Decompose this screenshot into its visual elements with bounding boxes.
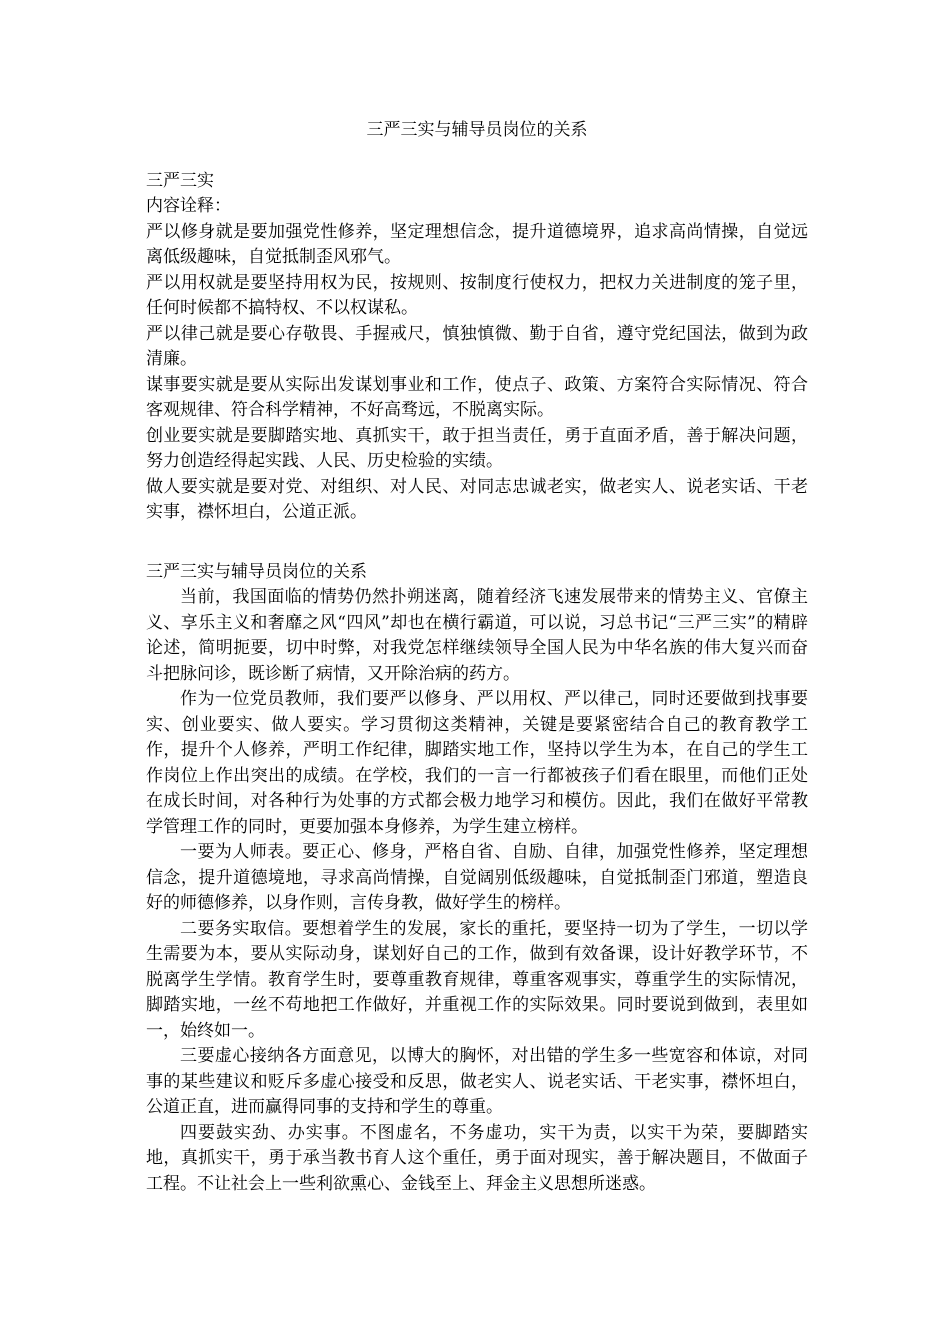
section-subheading-interpretation: 内容诠释： [146, 196, 231, 216]
spacer [146, 526, 808, 560]
section-heading-sanyan-sanshi: 三严三实 [146, 170, 214, 191]
interpretation-item: 严以律己就是要心存敬畏、手握戒尺，慎独慎微、勤于自省，遵守党纪国法，做到为政清廉。 [146, 323, 808, 369]
body-paragraph: 三要虚心接纳各方面意见，以博大的胸怀，对出错的学生多一些宽容和体谅，对同事的某些建议和贬斥多虚心接受和反思，做老实人、说老实话、干老实事，襟怀坦白，公道正直，进而赢得同事的支持和学生的尊重。 [146, 1046, 808, 1117]
interpretation-item: 严以修身就是要加强党性修养，坚定理想信念，提升道德境界，追求高尚情操，自觉远离低级趣味，自觉抵制歪风邪气。 [146, 221, 808, 267]
section-heading-relationship: 三严三实与辅导员岗位的关系 [146, 561, 367, 582]
document-title: 三严三实与辅导员岗位的关系 [366, 120, 588, 140]
body-paragraph: 四要鼓实劲、办实事。不图虚名，不务虚功，实干为责，以实干为荣，要脚踏实地，真抓实干，勇于承当教书育人这个重任，勇于面对现实，善于解决题目，不做面子工程。不让社会上一些利欲熏心、金钱至上、拜金主义思想所迷惑。 [146, 1122, 808, 1194]
interpretation-item: 谋事要实就是要从实际出发谋划事业和工作，使点子、政策、方案符合实际情况、符合客观规律、符合科学精神，不好高骛远，不脱离实际。 [146, 374, 808, 420]
spacer [146, 144, 808, 169]
body-paragraph: 当前，我国面临的情势仍然扑朔迷离，随着经济飞速发展带来的情势主义、官僚主义、享乐主义和奢靡之风“四风”却也在横行霸道，可以说，习总书记“三严三实”的精辟论述，简明扼要，切中时弊，对我党怎样继续领导全国人民为中华名族的伟大复兴而奋斗把脉问诊，既诊断了病情，又开除治病的药方。 [146, 587, 808, 684]
interpretation-item: 严以用权就是要坚持用权为民，按规则、按制度行使权力，把权力关进制度的笼子里，任何时候都不搞特权、不以权谋私。 [146, 272, 808, 318]
body-paragraph: 二要务实取信。要想着学生的发展，家长的重托，要坚持一切为了学生，一切以学生需要为本，要从实际动身，谋划好自己的工作，做到有效备课，设计好教学环节，不脱离学生学情。教育学生时，要尊重教育规律，尊重客观事实，尊重学生的实际情况，脚踏实地，一丝不苟地把工作做好，并重视工作的实际效果。同时要说到做到，表里如一，始终如一。 [146, 918, 808, 1041]
interpretation-item: 创业要实就是要脚踏实地、真抓实干，敢于担当责任，勇于直面矛盾，善于解决问题，努力创造经得起实践、人民、历史检验的实绩。 [146, 425, 808, 471]
body-paragraph: 一要为人师表。要正心、修身，严格自省、自励、自律，加强党性修养，坚定理想信念，提升道德境地，寻求高尚情操，自觉阔别低级趣味，自觉抵制歪门邪道，塑造良好的师德修养，以身作则，言传身教，做好学生的榜样。 [146, 842, 808, 913]
interpretation-item: 做人要实就是要对党、对组织、对人民、对同志忠诚老实，做老实人、说老实话、干老实事，襟怀坦白，公道正派。 [146, 476, 808, 522]
document-body [146, 118, 808, 1197]
body-paragraph: 作为一位党员教师，我们要严以修身、严以用权、严以律己，同时还要做到找事要实、创业要实、做人要实。学习贯彻这类精神，关键是要紧密结合自己的教育教学工作，提升个人修养，严明工作纪律，脚踏实地工作，坚持以学生为本，在自己的学生工作岗位上作出突出的成绩。在学校，我们的一言一行都被孩子们看在眼里，而他们正处在成长时间，对各种行为处事的方式都会极力地学习和模仿。因此，我们在做好平常教学管理工作的同时，更要加强本身修养，为学生建立榜样。 [146, 689, 808, 837]
